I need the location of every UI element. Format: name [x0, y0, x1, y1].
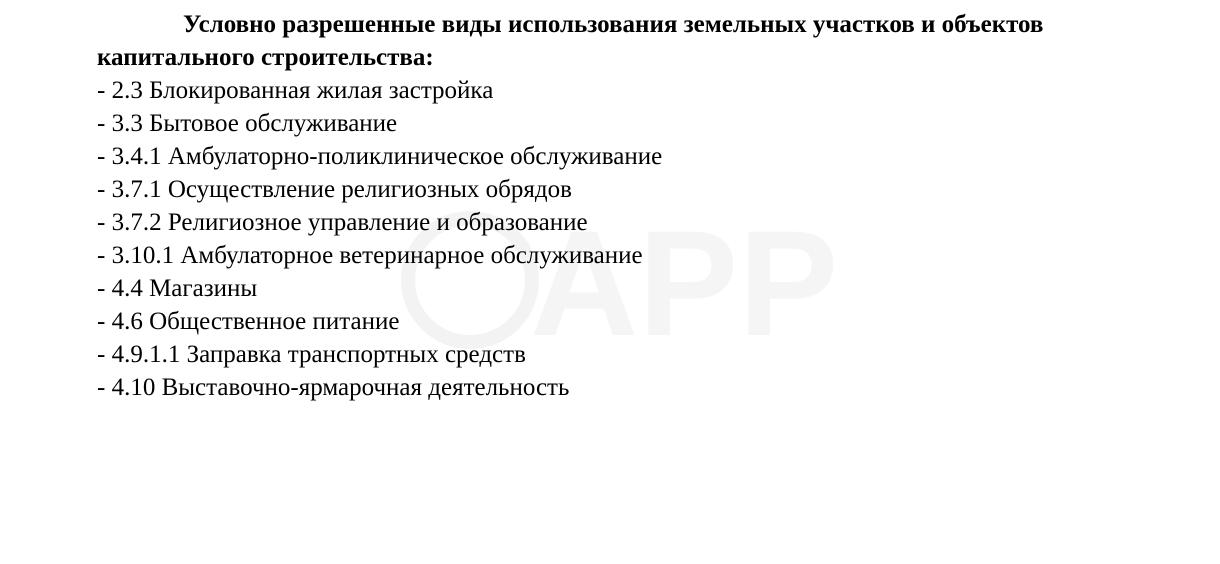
list-item: - 4.10 Выставочно-ярмарочная деятельность: [97, 374, 570, 401]
list-item: - 3.4.1 Амбулаторно-поликлиническое обслуживание: [97, 143, 663, 170]
list-item: - 3.7.1 Осуществление религиозных обрядов: [97, 176, 572, 203]
list-item: - 3.3 Бытовое обслуживание: [97, 110, 398, 137]
list-item: - 3.7.2 Религиозное управление и образование: [97, 209, 588, 236]
list-item: - 4.6 Общественное питание: [97, 308, 400, 335]
document: [97, 8, 1197, 404]
list-item: - 4.4 Магазины: [97, 275, 258, 302]
list-item: - 3.10.1 Амбулаторное ветеринарное обслуживание: [97, 242, 643, 269]
document-heading: Условно разрешенные виды использования земельных участков и объектов капитального строительства:: [97, 11, 1044, 71]
list-item: - 4.9.1.1 Заправка транспортных средств: [97, 341, 526, 368]
watermark-text: APP: [530, 200, 839, 360]
list-item: - 2.3 Блокированная жилая застройка: [97, 77, 494, 104]
permitted-uses-list: [97, 74, 1197, 404]
